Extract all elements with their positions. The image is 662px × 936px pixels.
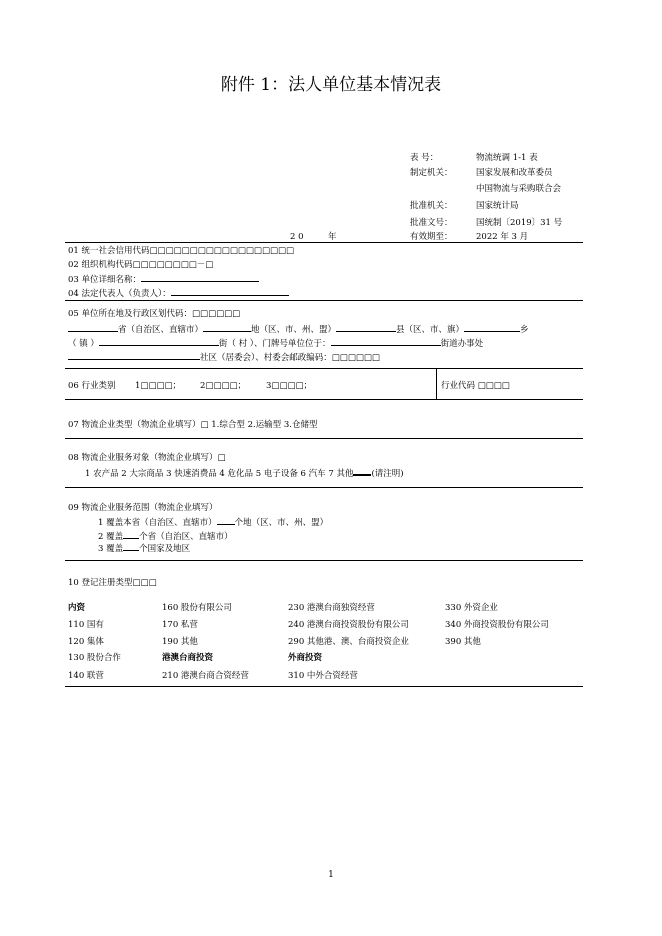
legal-rep-label: 04 法定代表人（负责人）： (68, 289, 171, 299)
industry-cat-2[interactable]: 2□□□□； (200, 381, 247, 391)
range-2-suffix: 个省（自治区、直辖市） (139, 532, 233, 542)
reg-col1-3: 130 股份合作 (68, 653, 121, 663)
rule-1 (65, 300, 583, 301)
approver-label: 批准机关： (410, 201, 453, 211)
issuer-1: 国家发展和改革委员 (476, 168, 553, 178)
valid-label: 有效期至： (410, 232, 453, 242)
industry-cat-3[interactable]: 3□□□□； (266, 381, 313, 391)
reg-col2-3: 港澳台商投资 (162, 653, 214, 663)
year-prefix: 2 0 (290, 232, 304, 242)
industry-cat-1[interactable]: 1□□□□； (135, 381, 182, 391)
registration-type-line: 10 登记注册类型□□□ (68, 578, 157, 588)
location-code-line: 05 单位所在地及行政区划代码：□□□□□□ (68, 309, 241, 319)
town-field[interactable] (99, 336, 219, 346)
street-field[interactable] (331, 336, 441, 346)
reg-col3-2: 290 其他港、澳、台商投资企业 (288, 637, 409, 647)
org-code-line: 02 组织机构代码□□□□□□□□－□ (68, 260, 214, 270)
approval-doc-label: 批准文号： (410, 218, 453, 228)
community-label: 社区（居委会）、村委会邮政编码：□□□□□□ (200, 353, 380, 363)
reg-col2-1: 170 私营 (162, 620, 198, 630)
unit-name-field[interactable] (141, 272, 259, 282)
reg-col3-1: 240 港澳台商投资股份有限公司 (288, 620, 409, 630)
service-object-list: 1 农产品 2 大宗商品 3 快速消费品 4 危化品 5 电子设备 6 汽车 7 其他 (85, 469, 354, 479)
approver: 国家统计局 (476, 201, 519, 211)
subdistrict-label: 街道办事处 (440, 339, 484, 349)
address-line-1 (68, 322, 529, 335)
page-number: 1 (328, 870, 334, 880)
range-2-field[interactable] (123, 529, 139, 539)
reg-col4-1: 340 外商投资股份有限公司 (445, 620, 549, 630)
township-field[interactable] (464, 322, 520, 332)
reg-col2-2: 190 其他 (162, 637, 198, 647)
town-label: （ 镇 ） (68, 339, 99, 349)
specify-note: (请注明) (371, 469, 404, 479)
county-field[interactable] (336, 322, 396, 332)
rule-3 (65, 399, 583, 400)
logistics-type-line: 07 物流企业类型（物流企业填写）□ 1.综合型 2.运输型 3.仓储型 (68, 420, 318, 430)
reg-col4-0: 330 外资企业 (445, 603, 498, 613)
street-label: 街（ 村 ）、门牌号单位位于： (218, 339, 331, 349)
range-3-suffix: 个国家及地区 (139, 544, 191, 554)
valid-until: 2022 年 3 月 (476, 232, 529, 242)
issuer-label: 制定机关： (410, 168, 453, 178)
issuer-2: 中国物流与采购联合会 (476, 184, 562, 194)
form-no: 物流统调 1-1 表 (476, 153, 538, 163)
rule-4 (65, 438, 583, 439)
page-title: 附件 1：法人单位基本情况表 (220, 75, 442, 95)
legal-rep-line (68, 286, 289, 299)
county-label: 县（区、市、旗） (396, 325, 465, 335)
unit-name-line (68, 272, 259, 285)
credit-code-line: 01 统一社会信用代码□□□□□□□□□□□□□□□□□□ (68, 246, 295, 256)
reg-col1-4: 140 联营 (68, 671, 104, 681)
service-object-options (85, 465, 404, 479)
township-label: 乡 (520, 325, 529, 335)
range-1-prefix: 1 覆盖本省（自治区、直辖市） (98, 518, 217, 528)
rule-bottom (65, 686, 583, 687)
approval-doc: 国统制〔2019〕31 号 (476, 218, 563, 228)
address-line-3 (68, 350, 380, 363)
reg-col1-1: 110 国有 (68, 620, 104, 630)
reg-col3-4: 310 中外合资经营 (288, 671, 358, 681)
reg-col2-0: 160 股份有限公司 (162, 603, 232, 613)
rule-5 (65, 487, 583, 488)
range-option-3 (98, 541, 190, 554)
rule-2 (65, 368, 583, 369)
range-option-1 (98, 515, 328, 528)
legal-rep-field[interactable] (171, 286, 289, 296)
industry-divider (436, 368, 437, 399)
range-1-field[interactable] (217, 515, 235, 525)
reg-col1-2: 120 集体 (68, 637, 104, 647)
address-line-2 (68, 336, 483, 349)
province-label: 省（自治区、直辖市） (118, 325, 204, 335)
service-range-line: 09 物流企业服务范围（物流企业填写） (68, 503, 218, 513)
reg-col4-2: 390 其他 (445, 637, 481, 647)
reg-col3-3: 外商投资 (288, 653, 323, 663)
range-1-suffix: 个地（区、市、州、盟） (234, 518, 329, 528)
range-3-prefix: 3 覆盖 (98, 544, 124, 554)
range-3-field[interactable] (123, 541, 139, 551)
rule-top (65, 242, 583, 243)
industry-code[interactable]: 行业代码 □□□□ (441, 381, 510, 391)
industry-label: 06 行业类别 (68, 381, 116, 391)
unit-name-label: 03 单位详细名称： (68, 275, 142, 285)
other-specify-field[interactable] (353, 465, 371, 476)
reg-col1-0: 内资 (68, 603, 86, 613)
form-no-label: 表 号： (410, 153, 439, 163)
community-field[interactable] (68, 350, 200, 360)
reg-col3-0: 230 港澳台商独资经营 (288, 603, 375, 613)
reg-col2-4: 210 港澳台商合资经营 (162, 671, 249, 681)
year-suffix: 年 (328, 232, 337, 242)
prefecture-label: 地（区、市、州、盟） (251, 325, 337, 335)
province-field[interactable] (68, 322, 118, 332)
service-object-line: 08 物流企业服务对象（物流企业填写）□ (68, 453, 226, 463)
range-2-prefix: 2 覆盖 (98, 532, 124, 542)
rule-6 (65, 560, 583, 561)
prefecture-field[interactable] (203, 322, 251, 332)
